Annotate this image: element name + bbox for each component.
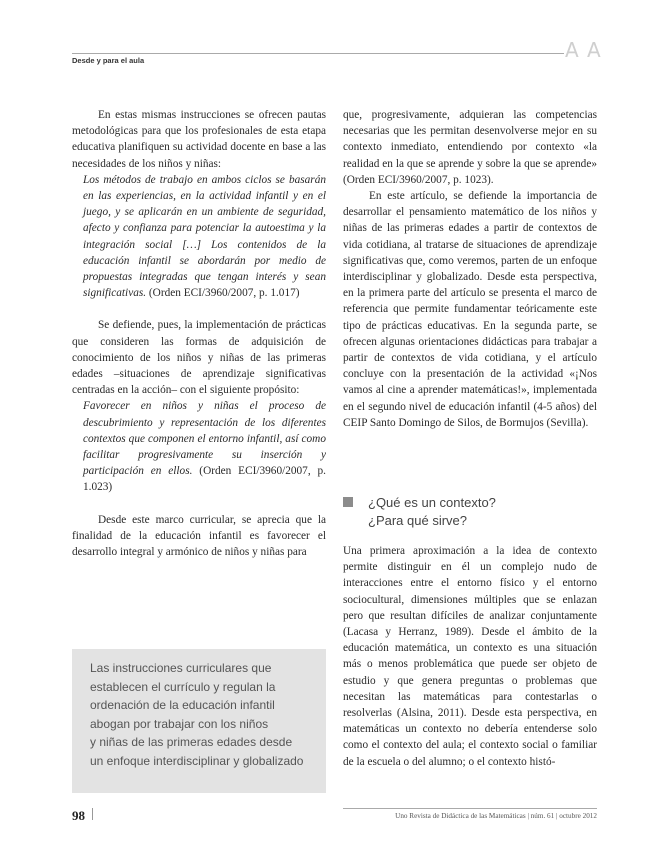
section-label: Desde y para el aula: [72, 56, 145, 65]
square-bullet-icon: [343, 497, 353, 507]
paragraph: que, progresivamente, adquieran las competencias necesarias que les permitan desenvolverse mejor en su contexto inmediato, entendiendo por contexto «la realidad en la que se aprende y sobre la que se aprende» (Orden ECI/3960/2007, p. 1023).: [343, 109, 597, 186]
block-quote: [72, 172, 326, 302]
quote-text: Los métodos de trabajo en ambos ciclos se basarán en las experiencias, en la actividad infantil y en el juego, y se aplicarán en un ambiente de seguridad, afecto y confianza para potenciar la autoestima y la integración social […] Los contenidos de la educación infantil se abordarán por medio de propuestas integradas que tengan interés y sean significativas.: [83, 173, 326, 300]
page-number: 98: [72, 808, 85, 823]
section-heading-line: ¿Qué es un contexto?: [368, 495, 496, 510]
quote-reference: (Orden ECI/3960/2007, p. 1.017): [146, 287, 300, 300]
header-rule: [72, 53, 564, 54]
pull-quote-line: y niñas de las primeras edades desde: [90, 735, 293, 750]
paragraph: Una primera aproximación a la idea de contexto permite distinguir en él un complejo nudo de interacciones entre el entorno físico y el entorno sociocultural, dimensiones múltiples que se enlazan pero que resultan difíciles de analizar conjuntamente (Lacasa y Herranz, 1989). Desde el ámbito de la educación matemática, un contexto es una situación más o menos problemática que puede ser objeto de estudio y que genera preguntas o problemas que necesitan las matemáticas para contestarlas o resolverlas (Alsina, 2011). Desde esta perspectiva, en matemáticas un contexto no debería entenderse solo como el contexto del aula; el contexto social o familiar de la escuela o del alumno; o el contexto histó-: [343, 545, 597, 768]
right-column-continued: [343, 543, 597, 770]
block-quote: [72, 398, 326, 495]
pull-quote-line: Las instrucciones curriculares que: [90, 661, 272, 675]
paragraph: Se defiende, pues, la implementación de prácticas que consideren las formas de adquisición de conocimiento de los niños y niñas de las primeras edades –situaciones de aprendizaje significativas centradas en la acción– con el siguiente propósito:: [72, 319, 326, 397]
pull-quote-line: abogan por trabajar con los niños: [90, 716, 269, 731]
footer-rule: [343, 808, 597, 809]
footer-divider: [92, 808, 93, 820]
quote-reference: (Orden ECI/3960/2007, p. 1.023): [83, 465, 326, 494]
right-column: [343, 107, 597, 431]
pull-quote-line: un enfoque interdisciplinar y globalizado: [90, 753, 304, 768]
journal-citation: Uno Revista de Didáctica de las Matemáticas | núm. 61 | octubre 2012: [395, 812, 597, 820]
paragraph: En este artículo, se defiende la importancia de desarrollar el pensamiento matemático de los niños y niñas de las primeras edades a partir de contextos de vida cotidiana, al tratarse de situaciones de aprendizaje significativas que, como veremos, parten de un enfoque interdisciplinar y globalizado. Desde esta perspectiva, en la primera parte del artículo se presenta el marco de referencia que permite fundamentar teóricamente este tipo de prácticas educativas. En la segunda parte, se ofrecen algunas orientaciones didácticas para trabajar a partir de contextos de vida cotidiana, y el artículo concluye con la presentación de la actividad «¡Nos vamos al cine a aprender matemáticas!», implementada en el segundo nivel de educación infantil (4-5 años) del CEIP Santo Domingo de Silos, de Bormujos (Sevilla).: [343, 190, 597, 429]
section-heading: [343, 494, 496, 530]
left-column: [72, 107, 326, 560]
pull-quote-box: [72, 649, 326, 793]
paragraph: Desde este marco curricular, se aprecia que la finalidad de la educación infantil es favorecer el desarrollo integral y armónico de niños y niñas para: [72, 513, 326, 559]
pull-quote-line: ordenación de la educación infantil: [90, 698, 275, 713]
journal-logo: A A: [565, 38, 602, 62]
pull-quote-line: establecen el currículo y regulan la: [90, 679, 276, 694]
paragraph: En estas mismas instrucciones se ofrecen pautas metodológicas para que los profesionales de esta etapa educativa planifiquen su actividad docente en base a las necesidades de los niños y niñas:: [72, 109, 326, 170]
section-heading-line: ¿Para qué sirve?: [368, 513, 467, 528]
quote-text: Favorecer en niños y niñas el proceso de descubrimiento y representación de los diferentes contextos que componen el entorno infantil, así como facilitar progresivamente su inserción y participación en ellos.: [83, 400, 326, 478]
